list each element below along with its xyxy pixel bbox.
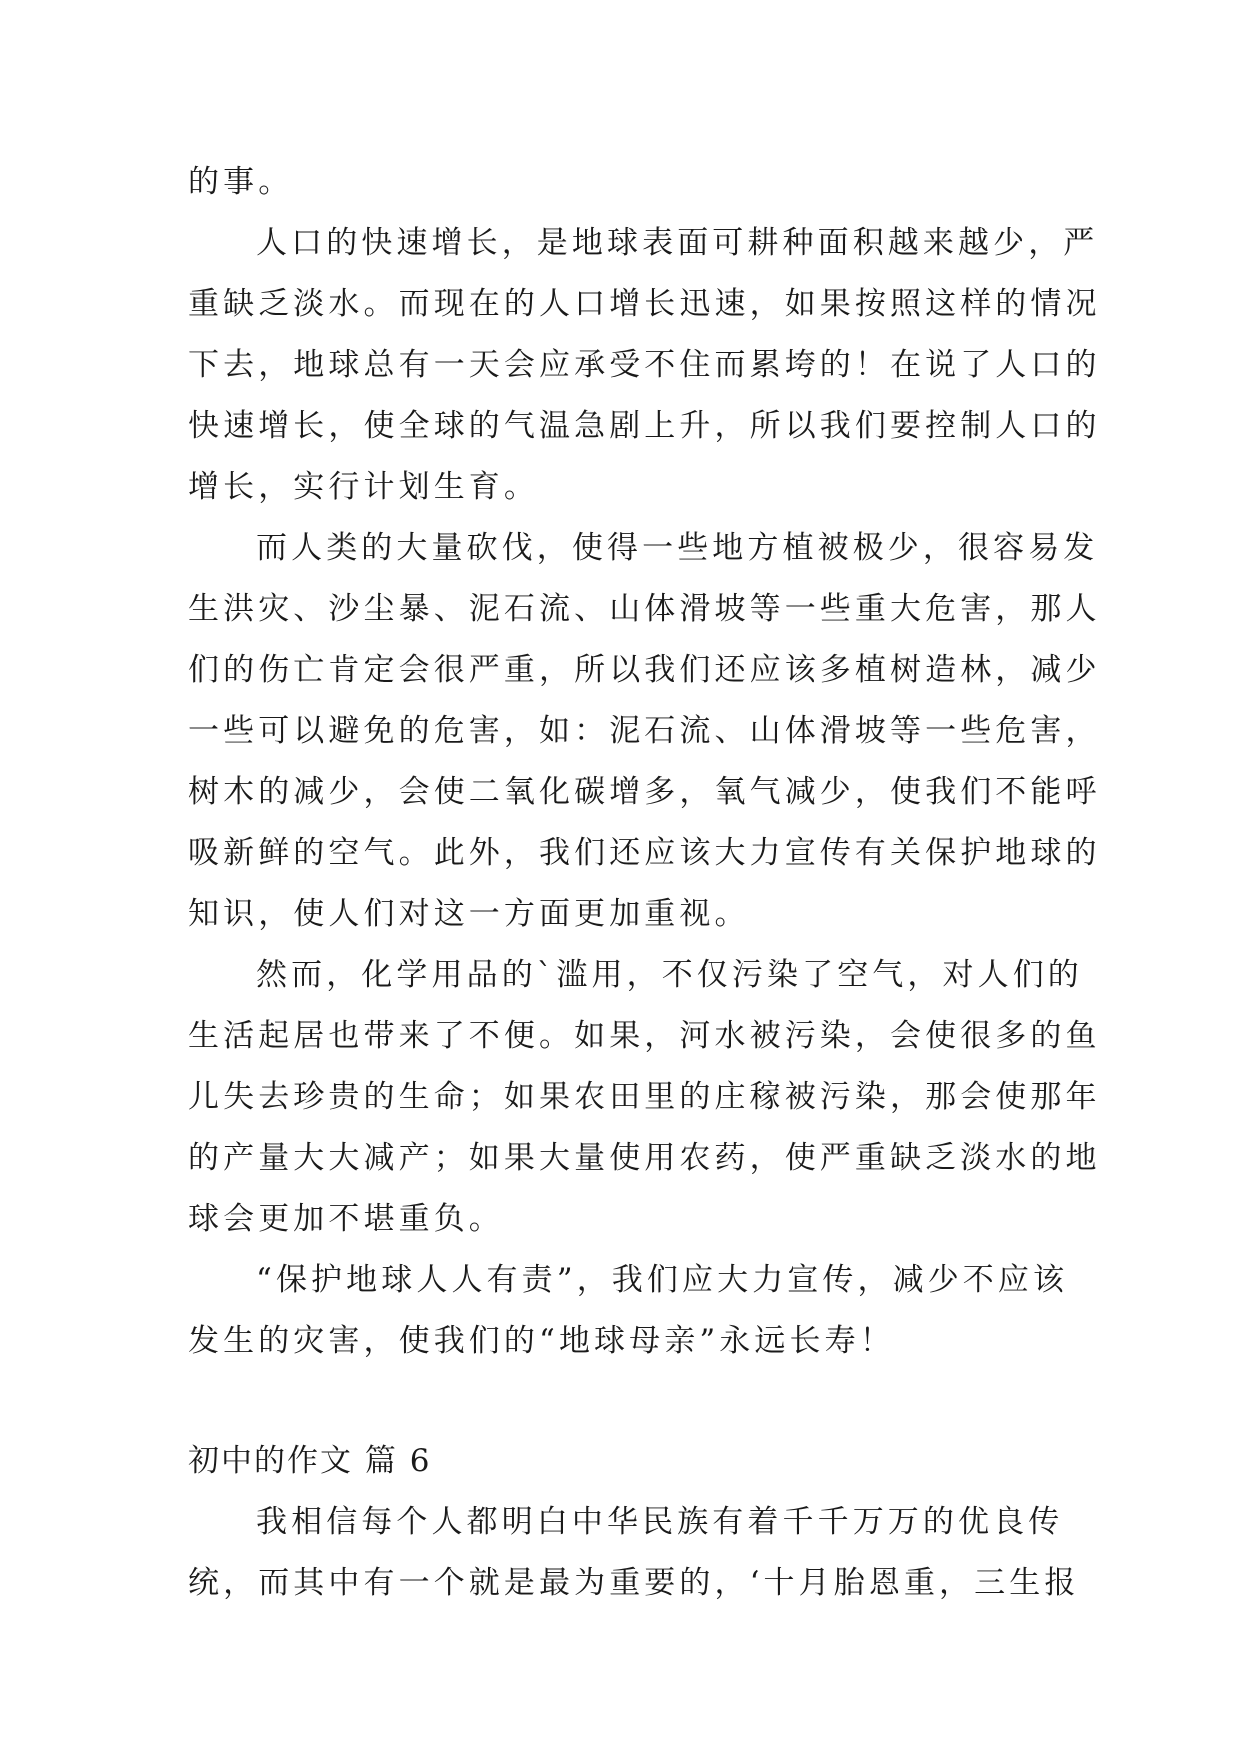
paragraph-continuation xyxy=(188,152,1073,213)
document-body xyxy=(188,152,1101,1614)
text-line: 而人类的大量砍伐，使得一些地方植被极少，很容易发 xyxy=(256,530,1099,566)
text-line: 球会更加不堪重负。 xyxy=(188,1201,504,1237)
text-line: 树木的减少，会使二氧化碳增多，氧气减少，使我们不能呼 xyxy=(188,774,1101,810)
text-line: 知识，使人们对这一方面更加重视。 xyxy=(188,896,750,932)
text-line: 生活起居也带来了不便。如果，河水被污染，会使很多的鱼 xyxy=(188,1018,1101,1054)
paragraph-population xyxy=(188,213,1101,518)
text-line: 的事。 xyxy=(188,164,294,200)
text-line: 统，而其中有一个就是最为重要的，‘十月胎恩重，三生报 xyxy=(188,1565,1080,1601)
text-line: 增长，实行计划生育。 xyxy=(188,469,539,505)
text-line: 一些可以避免的危害，如：泥石流、山体滑坡等一些危害， xyxy=(188,713,1101,749)
text-line: 吸新鲜的空气。此外，我们还应该大力宣传有关保护地球的 xyxy=(188,835,1101,871)
text-line: 下去，地球总有一天会应承受不住而累垮的！在说了人口的 xyxy=(188,347,1101,383)
paragraph-section-6 xyxy=(188,1492,1080,1614)
text-line: 快速增长，使全球的气温急剧上升，所以我们要控制人口的 xyxy=(188,408,1101,444)
text-line: 发生的灾害，使我们的“地球母亲”永远长寿！ xyxy=(188,1323,895,1359)
text-line: 的产量大大减产；如果大量使用农药，使严重缺乏淡水的地 xyxy=(188,1140,1101,1176)
paragraph-deforestation xyxy=(188,518,1101,945)
text-line: 们的伤亡肯定会很严重，所以我们还应该多植树造林，减少 xyxy=(188,652,1101,688)
text-line: 儿失去珍贵的生命；如果农田里的庄稼被污染，那会使那年 xyxy=(188,1079,1101,1115)
text-line: 生洪灾、沙尘暴、泥石流、山体滑坡等一些重大危害，那人 xyxy=(188,591,1101,627)
text-line: 然而，化学用品的`滥用，不仅污染了空气，对人们的 xyxy=(256,957,1083,993)
text-line: “保护地球人人有责”，我们应大力宣传，减少不应该 xyxy=(256,1262,1069,1298)
text-line: 我相信每个人都明白中华民族有着千千万万的优良传 xyxy=(256,1504,1064,1540)
paragraph-conclusion xyxy=(188,1250,1073,1372)
text-line: 人口的快速增长，是地球表面可耕种面积越来越少，严 xyxy=(256,225,1099,261)
section-heading: 初中的作文 篇 6 xyxy=(188,1443,432,1479)
text-line: 重缺乏淡水。而现在的人口增长迅速，如果按照这样的情况 xyxy=(188,286,1101,322)
paragraph-chemicals xyxy=(188,945,1101,1250)
